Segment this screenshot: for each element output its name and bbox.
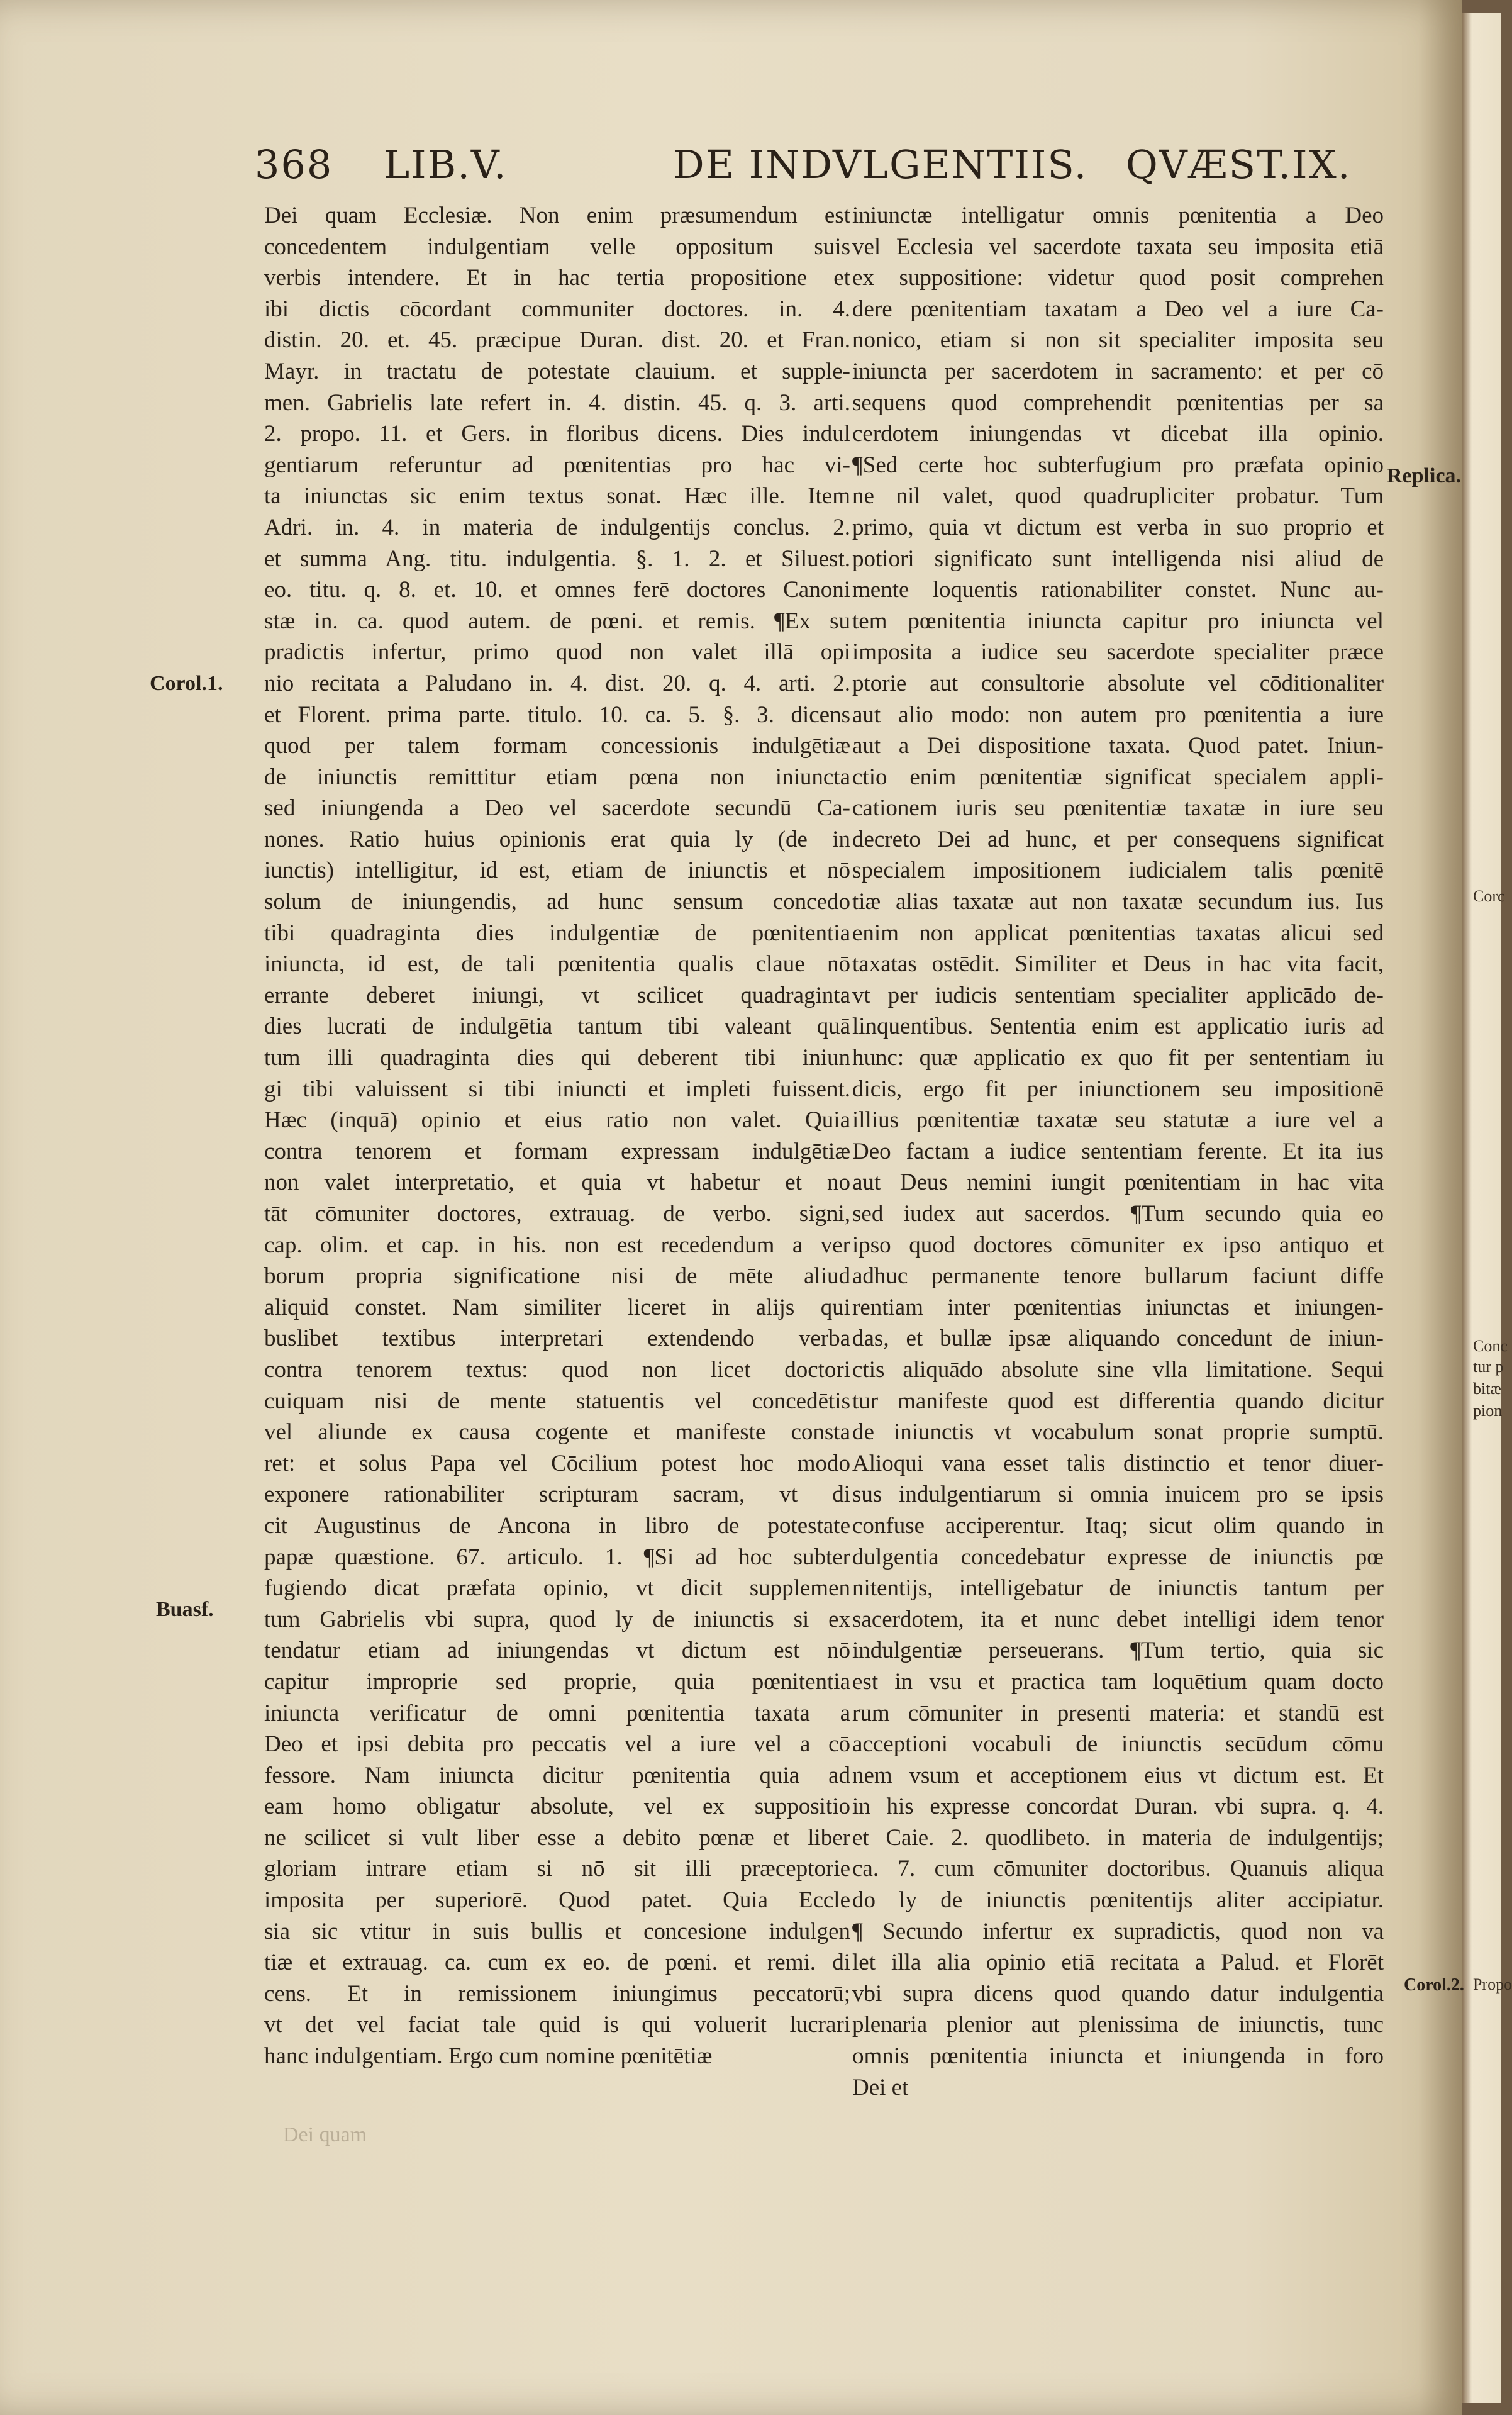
- margin-note-corol2: Corol.2.: [1404, 1975, 1464, 1995]
- text-line: hunc: quæ applicatio ex quo fit per sententiam iu: [852, 1045, 1384, 1071]
- text-line: tibi quadraginta dies indulgentiæ de pœnitentia: [264, 920, 850, 946]
- text-line: cuiquam nisi de mente statuentis vel concedētis: [264, 1388, 850, 1414]
- text-line: Deo et ipsi debita pro peccatis vel a iure vel a cō: [264, 1731, 850, 1758]
- text-line: cerdotem iniungendas vt dicebat illa opinio.: [852, 421, 1384, 447]
- text-line: indulgentiæ perseuerans. ¶Tum tertio, quia sic: [852, 1637, 1384, 1664]
- text-line: rum cōmuniter in presenti materia: et standū est: [852, 1700, 1384, 1726]
- text-line: dulgentia concedebatur expresse de iniunctis pœ: [852, 1544, 1384, 1570]
- text-line: nonico, etiam si non sit specialiter imposita seu: [852, 327, 1384, 354]
- text-line: aliquid constet. Nam similiter liceret in alijs qui: [264, 1294, 850, 1320]
- text-line: sacerdotem, ita et nunc debet intelligi idem tenor: [852, 1606, 1384, 1632]
- text-line: aut alio modo: non autem pro pœnitentia a iure: [852, 701, 1384, 728]
- text-line: Mayr. in tractatu de potestate clauium. et supple-: [264, 358, 850, 384]
- text-line: verbis intendere. Et in hac tertia propositione et: [264, 265, 850, 291]
- quaestio-label: QVÆST.IX.: [1126, 142, 1352, 187]
- text-line: tiæ alias taxatæ aut non taxatæ secundum ius. Ius: [852, 889, 1384, 915]
- text-line: eam homo obligatur absolute, vel ex suppositio: [264, 1793, 850, 1820]
- edge-word: Corc: [1473, 887, 1505, 905]
- text-line: buslibet textibus interpretari extendendo verba: [264, 1325, 850, 1352]
- text-line: iniuncta, id est, de tali pœnitentia qualis claue nō: [264, 951, 850, 978]
- next-page-edge: [1462, 13, 1512, 2403]
- text-line: plenaria plenior aut plenissima de iniunctis, tunc: [852, 2012, 1384, 2038]
- text-line: ne nil valet, quod quadrupliciter probatur. Tum: [852, 483, 1384, 510]
- text-line: non valet interpretatio, et quia vt habetur et no: [264, 1169, 850, 1196]
- text-line: omnis pœnitentia iniuncta et iniungenda in foro: [852, 2043, 1384, 2070]
- text-line: decreto Dei ad hunc, et per consequens significat: [852, 826, 1384, 852]
- text-line: eo. titu. q. 8. et. 10. et omnes ferē doctores Canoni: [264, 577, 850, 603]
- text-line: men. Gabrielis late refert in. 4. distin. 45. q. 3. arti.: [264, 389, 850, 416]
- text-line: et Caie. 2. quodlibeto. in materia de indulgentijs;: [852, 1824, 1384, 1851]
- edge-word: pion: [1473, 1402, 1503, 1420]
- text-line: tendatur etiam ad iniungendas vt dictum est nō: [264, 1637, 850, 1664]
- catchword: Dei quam: [283, 2123, 367, 2146]
- text-line: mente loquentis rationabiliter constet. Nunc au-: [852, 577, 1384, 603]
- text-line: exponere rationabiliter scripturam sacram, vt di: [264, 1481, 850, 1508]
- text-line: concedentem indulgentiam velle oppositum suis: [264, 233, 850, 260]
- text-line: fugiendo dicat præfata opinio, vt dicit supplemen: [264, 1575, 850, 1602]
- text-line: de iniunctis remittitur etiam pœna non iniuncta: [264, 764, 850, 790]
- text-line: ta iniunctas sic enim textus sonat. Hæc ille. Item: [264, 483, 850, 510]
- text-line: taxatas ostēdit. Similiter et Deus in hac vita facit,: [852, 951, 1384, 978]
- text-line: Dei et: [852, 2074, 909, 2100]
- text-line: gi tibi valuissent si tibi iniuncti et impleti fuissent.: [264, 1076, 850, 1102]
- edge-word: bitæ: [1473, 1380, 1501, 1398]
- margin-note-buasf: Buasf.: [156, 1598, 214, 1621]
- text-line: vbi supra dicens quod quando datur indulgentia: [852, 1980, 1384, 2007]
- text-line: distin. 20. et. 45. præcipue Duran. dist. 20. et Fran.: [264, 327, 850, 354]
- text-line: sed iudex aut sacerdos. ¶Tum secundo quia eo: [852, 1201, 1384, 1227]
- text-line: rentiam inter pœnitentias iniunctas et iniungen-: [852, 1294, 1384, 1320]
- text-line: Adri. in. 4. in materia de indulgentijs conclus. 2.: [264, 514, 850, 540]
- text-line: imposita a iudice seu sacerdote specialiter præce: [852, 639, 1384, 666]
- margin-note-replica: Replica.: [1387, 464, 1462, 488]
- edge-word: Propo: [1473, 1975, 1512, 1994]
- text-line: illius pœnitentiæ taxatæ seu statutæ a iure vel a: [852, 1107, 1384, 1134]
- text-line: ne scilicet si vult liber esse a debito pœnæ et liber: [264, 1824, 850, 1851]
- text-line: acceptioni vocabuli de iniunctis secūdum cōmu: [852, 1731, 1384, 1758]
- text-line: gloriam intrare etiam si nō sit illi præceptorie: [264, 1856, 850, 1882]
- text-line: sed iniungenda a Deo vel sacerdote secundū Ca-: [264, 795, 850, 822]
- text-line: ca. 7. cum cōmuniter doctoribus. Quanuis aliqua: [852, 1856, 1384, 1882]
- text-line: vt per iudicis sententiam specialiter applicādo de-: [852, 982, 1384, 1008]
- text-line: nones. Ratio huius opinionis erat quia ly (de in: [264, 826, 850, 852]
- text-line: vel Ecclesia vel sacerdote taxata seu imposita etiā: [852, 233, 1384, 260]
- text-line: et Florent. prima parte. titulo. 10. ca. 5. §. 3. dicens: [264, 701, 850, 728]
- text-line: potiori significato sunt intelligenda nisi aliud de: [852, 545, 1384, 572]
- text-line: nitentijs, intelligebatur de iniunctis tantum per: [852, 1575, 1384, 1602]
- book-label: LIB.V.: [384, 142, 508, 187]
- left-text-column: [264, 200, 850, 2072]
- text-line: et summa Ang. titu. indulgentia. §. 1. 2. et Siluest.: [264, 545, 850, 572]
- text-line: contra tenorem et formam expressam indulgētiæ: [264, 1138, 850, 1164]
- text-line: sia sic vtitur in suis bullis et concesione indulgen: [264, 1918, 850, 1944]
- running-head: [255, 142, 1352, 198]
- section-title: DE INDVLGENTIIS.: [673, 142, 1088, 187]
- text-line: tem pœnitentia iniuncta capitur pro iniuncta vel: [852, 608, 1384, 634]
- text-line: enim non applicat pœnitentias taxatas alicui sed: [852, 920, 1384, 946]
- text-line: pradictis infertur, primo quod non valet illā opi: [264, 639, 850, 666]
- text-line: tum Gabrielis vbi supra, quod ly de iniunctis si ex: [264, 1606, 850, 1632]
- text-line: ret: et solus Papa vel Cōcilium potest hoc modo: [264, 1450, 850, 1476]
- text-line: iniuncta verificatur de omni pœnitentia taxata a: [264, 1700, 850, 1726]
- text-line: dies lucrati de indulgētia tantum tibi valeant quā: [264, 1013, 850, 1040]
- text-line: ¶ Secundo infertur ex supradictis, quod non va: [852, 1918, 1384, 1944]
- text-line: aut Deus nemini iungit pœnitentiam in hac vita: [852, 1169, 1384, 1196]
- text-line: iniunctæ intelligatur omnis pœnitentia a Deo: [852, 203, 1384, 228]
- text-line: ptorie aut consultorie absolute vel cōditionaliter: [852, 670, 1384, 696]
- edge-word: tur p: [1473, 1358, 1504, 1376]
- text-line: tāt cōmuniter doctores, extrauag. de verbo. signi,: [264, 1201, 850, 1227]
- text-line: de iniunctis vt vocabulum sonat proprie sumptū.: [852, 1419, 1384, 1446]
- text-line: Alioqui vana esset talis distinctio et tenor diuer-: [852, 1450, 1384, 1476]
- text-line: 2. propo. 11. et Gers. in floribus dicens. Dies indul: [264, 421, 850, 447]
- text-line: imposita per superiorē. Quod patet. Quia Eccle: [264, 1887, 850, 1914]
- text-line: linquentibus. Sententia enim est applicatio iuris ad: [852, 1013, 1384, 1040]
- text-line: borum propria significatione nisi de mēte aliud: [264, 1263, 850, 1290]
- text-line: vt det vel faciat tale quid is qui voluerit lucrari: [264, 2012, 850, 2038]
- text-line: ctis aliquādo absolute sine vlla limitatione. Sequi: [852, 1356, 1384, 1383]
- text-line: hanc indulgentiam. Ergo cum nomine pœnitētiæ: [264, 2043, 713, 2070]
- text-line: quod per talem formam concessionis indulgētiæ: [264, 733, 850, 759]
- text-line: dere pœnitentiam taxatam a Deo vel a iure Ca-: [852, 296, 1384, 322]
- text-line: contra tenorem textus: quod non licet doctori: [264, 1356, 850, 1383]
- page-number: 368: [255, 142, 333, 187]
- text-line: sequens quod comprehendit pœnitentias per sa: [852, 389, 1384, 416]
- text-line: nem vsum et acceptionem eius vt dictum est. Et: [852, 1762, 1384, 1788]
- text-line: adhuc permanente tenore bullarum faciunt diffe: [852, 1263, 1384, 1290]
- right-text-column: [852, 200, 1384, 2103]
- text-line: stæ in. ca. quod autem. de pœni. et remis. ¶Ex su: [264, 608, 850, 634]
- text-line: gentiarum referuntur ad pœnitentias pro hac vi-: [264, 452, 850, 478]
- text-line: primo, quia vt dictum est verba in suo proprio et: [852, 514, 1384, 540]
- text-line: cens. Et in remissionem iniungimus peccatorū;: [264, 1980, 850, 2007]
- text-line: iniuncta per sacerdotem in sacramento: et per cō: [852, 358, 1384, 384]
- text-line: ¶Sed certe hoc subterfugium pro præfata opinio: [852, 452, 1384, 478]
- text-line: Hæc (inquā) opinio et eius ratio non valet. Quia: [264, 1107, 850, 1134]
- text-line: let illa alia opinio etiā recitata a Palud. et Florēt: [852, 1949, 1384, 1976]
- text-line: ipso quod doctores cōmuniter ex ipso antiquo et: [852, 1232, 1384, 1258]
- text-line: tiæ et extrauag. ca. cum ex eo. de pœni. et remi. di: [264, 1949, 850, 1976]
- text-line: specialem impositionem iudicialem talis pœnitē: [852, 857, 1384, 884]
- text-line: ctio enim pœnitentiæ significat specialem appli-: [852, 764, 1384, 790]
- text-line: cationem iuris seu pœnitentiæ taxatæ in iure seu: [852, 795, 1384, 822]
- text-line: vel aliunde ex causa cogente et manifeste consta: [264, 1419, 850, 1446]
- text-line: tur manifeste quod est differentia quando dicitur: [852, 1388, 1384, 1414]
- text-line: est in vsu et practica tam loquētium quam docto: [852, 1668, 1384, 1695]
- text-line: nio recitata a Paludano in. 4. dist. 20. q. 4. arti. 2.: [264, 670, 850, 696]
- text-line: sus indulgentiarum si omnia inuicem pro se ipsis: [852, 1481, 1384, 1508]
- text-line: iunctis) intelligitur, id est, etiam de iniunctis et nō: [264, 857, 850, 884]
- text-line: dicis, ergo fit per iniunctionem seu impositionē: [852, 1076, 1384, 1102]
- text-line: do ly de iniunctis pœnitentijs aliter accipiatur.: [852, 1887, 1384, 1914]
- text-line: Deo factam a iudice sententiam ferente. Et ita ius: [852, 1138, 1384, 1164]
- text-line: papæ quæstione. 67. articulo. 1. ¶Si ad hoc subter: [264, 1544, 850, 1570]
- text-line: capitur improprie sed proprie, quia pœnitentia: [264, 1668, 850, 1695]
- text-line: fessore. Nam iniuncta dicitur pœnitentia quia ad: [264, 1762, 850, 1788]
- text-line: confuse acciperentur. Itaq; sicut olim quando in: [852, 1512, 1384, 1539]
- text-line: cit Augustinus de Ancona in libro de potestate: [264, 1512, 850, 1539]
- text-line: das, et bullæ ipsæ aliquando concedunt de iniun-: [852, 1325, 1384, 1352]
- text-line: aut a Dei dispositione taxata. Quod patet. Iniun-: [852, 733, 1384, 759]
- text-line: in his expresse concordat Duran. vbi supra. q. 4.: [852, 1793, 1384, 1820]
- text-line: solum de iniungendis, ad hunc sensum concedo: [264, 889, 850, 915]
- text-line: cap. olim. et cap. in his. non est recedendum a ver: [264, 1232, 850, 1258]
- edge-word: Conc: [1473, 1337, 1508, 1355]
- text-line: Dei quam Ecclesiæ. Non enim præsumendum est: [264, 203, 850, 228]
- text-line: ex suppositione: videtur quod posit comprehen: [852, 265, 1384, 291]
- text-line: ibi dictis cōcordant communiter doctores. in. 4.: [264, 296, 850, 322]
- text-line: errante deberet iniungi, vt scilicet quadraginta: [264, 982, 850, 1008]
- text-line: tum illi quadraginta dies qui deberent tibi iniun: [264, 1045, 850, 1071]
- margin-note-corol1: Corol.1.: [150, 672, 223, 695]
